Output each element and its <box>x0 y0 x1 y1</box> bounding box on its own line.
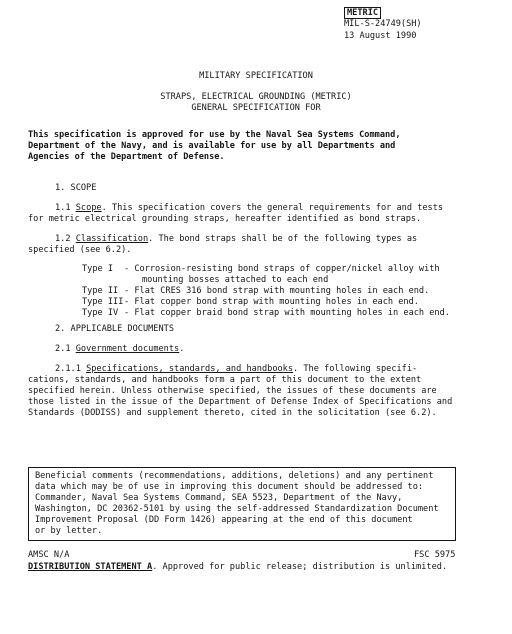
paragraph-2-1-1-line-3: specified herein. Unless otherwise specified, the issues of these documents are <box>28 386 437 396</box>
paragraph-text: . This specification covers the general requirements for and tests <box>101 203 444 213</box>
notice-line: Beneficial comments (recommendations, additions, deletions) and any pertinent <box>35 471 434 481</box>
paragraph-title: Specifications, standards, and handbooks <box>86 364 294 374</box>
approval-line-1: This specification is approved for use by the Naval Sea Systems Command, <box>28 130 401 140</box>
type-description: - Flat CRES 316 bond strap with mounting holes in each end. <box>124 286 430 296</box>
notice-line: Washington, DC 20362-5101 by using the self-addressed Standardization Document <box>35 504 439 514</box>
paragraph-1-2-line-1 <box>55 234 417 245</box>
paragraph-1-1-line-1 <box>55 203 443 214</box>
type-name: Type III <box>82 297 124 307</box>
document-number: MIL-S-24749(SH) <box>344 19 422 29</box>
list-item <box>82 308 450 319</box>
type-description: - Flat copper bond strap with mounting holes in each end. <box>124 297 419 307</box>
paragraph-1-1-line-2: for metric electrical grounding straps, hereafter identified as bond straps. <box>28 214 422 224</box>
paragraph-title: Scope <box>75 203 102 213</box>
approval-line-3: Agencies of the Department of Defense. <box>28 152 225 162</box>
metric-label: METRIC <box>344 7 381 19</box>
section-2-heading: 2. APPLICABLE DOCUMENTS <box>55 324 174 334</box>
paragraph-2-1-1-line-1 <box>55 364 417 375</box>
notice-line: or by letter. <box>35 526 103 536</box>
fsc-code: FSC 5975 <box>414 550 456 560</box>
list-item <box>82 286 450 297</box>
distribution-label: DISTRIBUTION STATEMENT A <box>28 562 153 572</box>
document-date: 13 August 1990 <box>344 31 417 41</box>
list-item <box>82 264 450 275</box>
type-name: Type IV <box>82 308 119 318</box>
notice-line: Improvement Proposal (DD Form 1426) appearing at the end of this document <box>35 515 413 525</box>
comments-notice-box <box>28 467 456 541</box>
paragraph-text: . The bond straps shall be of the following types as <box>148 234 418 244</box>
paragraph-1-2-line-2: specified (see 6.2). <box>28 245 132 255</box>
paragraph-number: 1.2 <box>55 234 71 244</box>
type-name: Type I <box>82 264 114 274</box>
notice-line: Commander, Naval Sea Systems Command, SEA 5523, Department of the Navy, <box>35 493 403 503</box>
type-description: - Flat copper braid bond strap with mounting holes in each end. <box>124 308 450 318</box>
type-description: - Corrosion-resisting bond straps of copper/nickel alloy with <box>124 264 440 274</box>
paragraph-title: Government documents <box>75 344 180 354</box>
paragraph-text: . The following specifi- <box>293 364 418 374</box>
paragraph-number: 2.1.1 <box>55 364 81 374</box>
spec-type-heading: MILITARY SPECIFICATION <box>199 71 313 81</box>
bond-strap-types-list <box>82 264 450 319</box>
paragraph-number: 2.1 <box>55 344 71 354</box>
notice-line: data which may be of use in improving this document should be addressed to: <box>35 482 424 492</box>
paragraph-2-1-1-line-5: Standards (DODISS) and supplement thereto, cited in the solicitation (see 6.2). <box>28 408 437 418</box>
spec-subtitle: GENERAL SPECIFICATION FOR <box>191 103 321 113</box>
spec-title: STRAPS, ELECTRICAL GROUNDING (METRIC) <box>160 92 352 102</box>
list-item <box>82 297 450 308</box>
approval-line-2: Department of the Navy, and is available for use by all Departments and <box>28 141 396 151</box>
distribution-statement <box>28 562 447 573</box>
amsc-code: AMSC N/A <box>28 550 70 560</box>
paragraph-text: . <box>179 344 185 354</box>
paragraph-title: Classification <box>75 234 149 244</box>
type-name: Type II <box>82 286 119 296</box>
paragraph-number: 1.1 <box>55 203 71 213</box>
section-1-heading: 1. SCOPE <box>55 183 97 193</box>
paragraph-2-1 <box>55 344 184 355</box>
paragraph-2-1-1-line-2: cations, standards, and handbooks form a part of this document to the extent <box>28 375 422 385</box>
distribution-text: . Approved for public release; distribution is unlimited. <box>152 562 448 572</box>
paragraph-2-1-1-line-4: those listed in the issue of the Department of Defense Index of Specifications and <box>28 397 453 407</box>
type-description-continued: mounting bosses attached to each end <box>142 275 329 285</box>
